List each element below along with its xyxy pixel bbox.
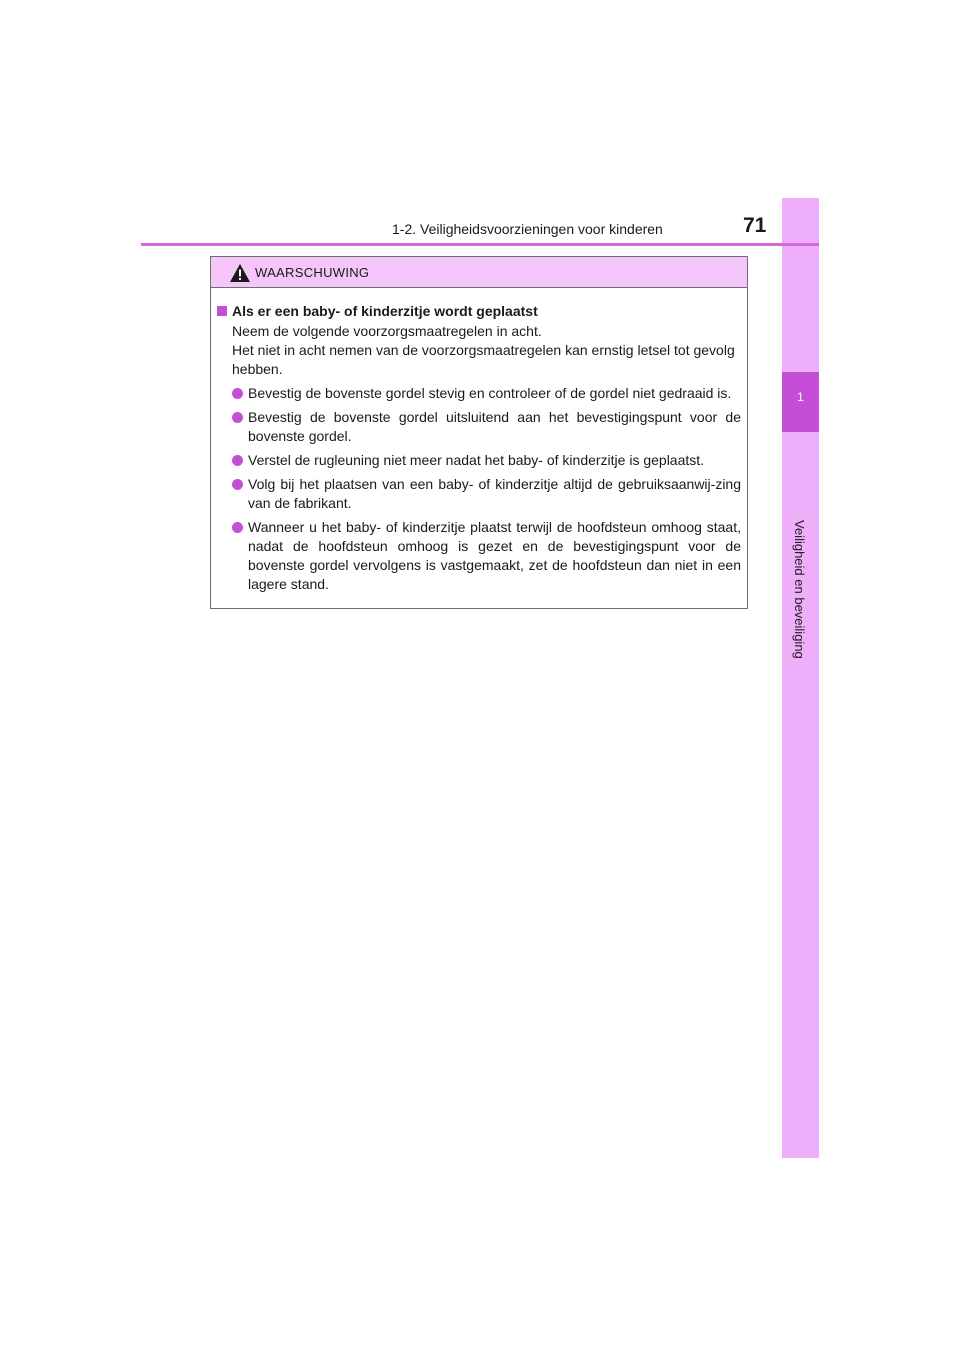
list-item bbox=[232, 384, 741, 403]
header-rule bbox=[141, 243, 819, 246]
page-number: 71 bbox=[743, 214, 767, 237]
square-bullet-icon bbox=[217, 306, 227, 316]
list-item-text: Bevestig de bovenste gordel stevig en controleer of de gordel niet gedraaid is. bbox=[248, 385, 732, 401]
list-item bbox=[232, 451, 741, 470]
bullet-dot-icon bbox=[232, 455, 243, 466]
precaution-list bbox=[217, 384, 741, 594]
bullet-dot-icon bbox=[232, 479, 243, 490]
intro-line: Neem de volgende voorzorgsmaatregelen in acht. bbox=[232, 323, 542, 339]
chapter-title: Veiligheid en beveiliging bbox=[792, 520, 807, 659]
warning-body bbox=[211, 288, 747, 594]
bullet-dot-icon bbox=[232, 412, 243, 423]
chapter-number: 1 bbox=[797, 390, 804, 404]
list-item-text: Verstel de rugleuning niet meer nadat het baby- of kinderzitje is geplaatst. bbox=[248, 452, 705, 468]
list-item bbox=[232, 475, 741, 513]
section-title: 1-2. Veiligheidsvoorzieningen voor kinderen bbox=[392, 221, 663, 237]
list-item-text: Wanneer u het baby- of kinderzitje plaatst terwijl de hoofdsteun omhoog staat, nadat de hoofdsteun omhoog is gezet en de bevestigingspunt voor de bovenste gordel vervolgens is vastgemaakt, zet de hoofdsteun dan niet in een lagere stand. bbox=[248, 519, 741, 592]
list-item-text: Bevestig de bovenste gordel uitsluitend aan het bevestigingspunt voor de bovenste gordel. bbox=[248, 409, 741, 444]
warning-box bbox=[210, 256, 748, 609]
bullet-dot-icon bbox=[232, 388, 243, 399]
intro-text bbox=[217, 322, 741, 379]
bullet-dot-icon bbox=[232, 522, 243, 533]
intro-line: Het niet in acht nemen van de voorzorgsmaatregelen kan ernstig letsel tot gevolg hebben. bbox=[232, 342, 735, 377]
side-chapter-tab bbox=[782, 198, 819, 1158]
list-item bbox=[232, 518, 741, 594]
section-heading-text: Als er een baby- of kinderzitje wordt geplaatst bbox=[232, 303, 538, 319]
warning-header bbox=[211, 257, 747, 288]
warning-title: WAARSCHUWING bbox=[255, 265, 370, 280]
list-item bbox=[232, 408, 741, 446]
section-heading bbox=[217, 302, 741, 321]
warning-triangle-icon bbox=[229, 263, 251, 283]
list-item-text: Volg bij het plaatsen van een baby- of kinderzitje altijd de gebruiksaanwij-zing van de fabrikant. bbox=[248, 476, 741, 511]
